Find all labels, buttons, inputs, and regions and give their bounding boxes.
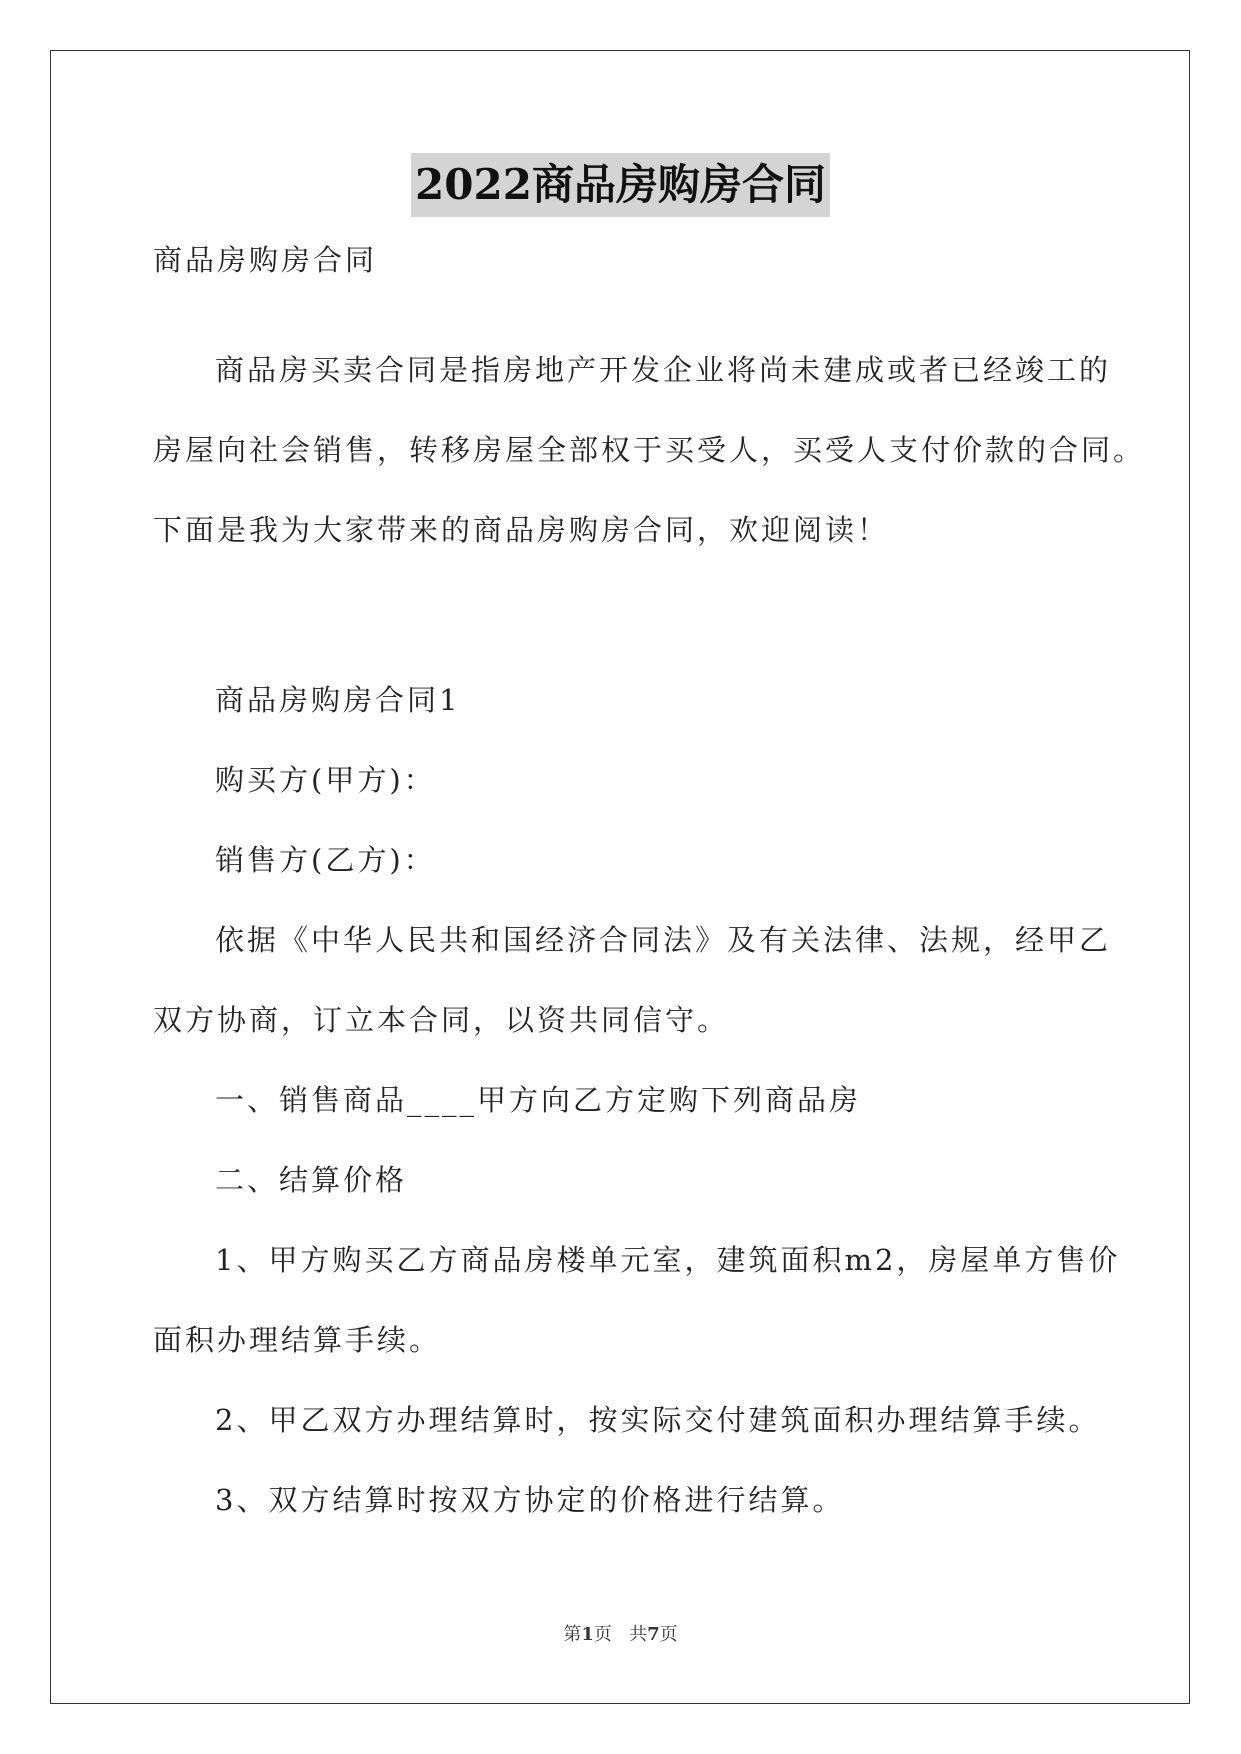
clause-one: 一、销售商品____甲方向乙方定购下列商品房	[215, 1083, 862, 1117]
title-container	[0, 153, 1241, 217]
clause-item: 3、双方结算时按双方协定的价格进行结算。	[215, 1483, 845, 1517]
clause-item: 2、甲乙双方办理结算时，按实际交付建筑面积办理结算手续。	[215, 1403, 1101, 1437]
footer-middle: 页 共	[593, 1624, 648, 1645]
footer-suffix: 页	[659, 1624, 678, 1645]
paragraph-line: 房屋向社会销售，转移房屋全部权于买受人，买受人支付价款的合同。	[153, 433, 1146, 467]
paragraph-line: 商品房买卖合同是指房地产开发企业将尚未建成或者已经竣工的	[215, 353, 1112, 387]
clause-two-heading: 二、结算价格	[215, 1163, 408, 1197]
paragraph-line: 双方协商，订立本合同，以资共同信守。	[153, 1003, 730, 1037]
intro-heading: 商品房购房合同	[153, 243, 378, 277]
page-footer	[0, 1620, 1241, 1646]
paragraph-line: 下面是我为大家带来的商品房购房合同，欢迎阅读！	[153, 513, 890, 547]
seller-label: 销售方(乙方)：	[215, 843, 436, 877]
paragraph-line: 依据《中华人民共和国经济合同法》及有关法律、法规，经甲乙	[215, 923, 1112, 957]
document-title: 2022商品房购房合同	[411, 153, 830, 217]
buyer-label: 购买方(甲方)：	[215, 763, 436, 797]
total-pages-number: 7	[647, 1624, 660, 1645]
clause-item: 面积办理结算手续。	[153, 1323, 442, 1357]
current-page-number: 1	[581, 1624, 594, 1645]
contract-section-heading: 商品房购房合同1	[215, 683, 461, 717]
footer-prefix: 第	[563, 1624, 582, 1645]
clause-item: 1、甲方购买乙方商品房楼单元室，建筑面积m2，房屋单方售价	[215, 1243, 1121, 1277]
